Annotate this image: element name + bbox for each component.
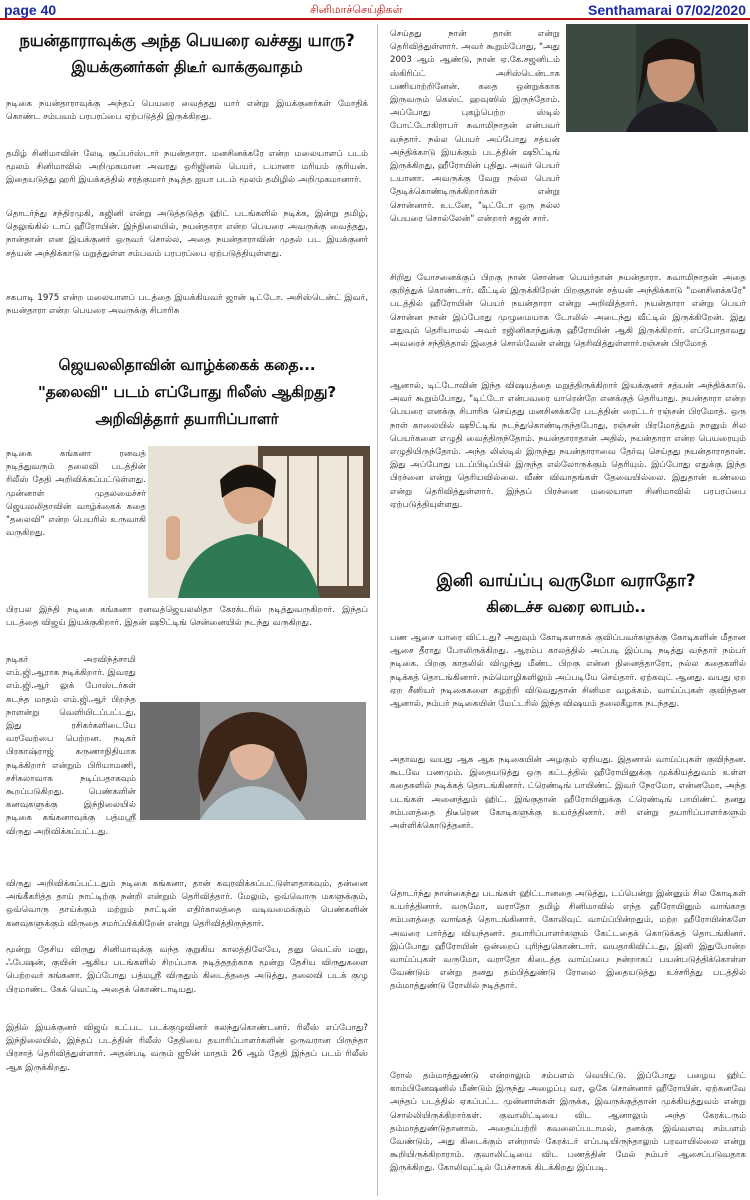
story2-headline-line3: அறிவித்தார் தயாரிப்பாளர் (95, 410, 279, 428)
story1-right-paragraph-1-start: செய்தது நான் தான் என்று தெரிவித்துள்ளார். அவர் கூறும்போது, "அது 2003 ஆம் ஆண்டு, நான் ஏ.கே.சஜனிடம் ஸ்கிரிப்ட் அசிஸ்டென்டாக பணியாற்றினேன். கதை ஒன்றுக்காக இருவரும் கெஸ்ட் ஹவுஸில் இருந்தோம். அப்போது புகழ்பெற்ற ஸ்டில் போட்டோகிராபர் சுவாமிநாதன் என்பவர் வந்தார். நல்ல பெயர் அப்போது சத்யன் அந்திக்காடு இயக்கும் படத்தின் ஷூட்டிங் இருக்கிறது, ஹீரோயின் புதிது. அவர் பெயர் டயானா. அவருக்கு வேறு நல்ல பெயர் தேடிக்கொண்டிருக்கிறார்கள் என்று சொன்னார். உடனே, "டிட்டோ ஒரு நல்ல பெயரை சொல்லேன்" என்றார் சஜன் சார். (390, 29, 560, 224)
story3-paragraph-1: பண ஆசை யாரை விட்டது? அதுவும் கோடிகளாகக் குவிப்பவர்களுக்கு கோடிகளின் மீதான ஆசை தீராது போலிருக்கிறது. ஆரம்ப காலத்தில் அப்படி இப்படி நடித்து வந்தார் நம்பர் நடிகை. பிறகு காதலில் விழுந்து மீண்ட பிறகு என்ன நினைத்தாரோ, நல்ல கதைகளில் நடிக்கத் தொடங்கினார். நம்மொழிகளிலும் அப்படியே செய்தார். ஏற்கவுட் ஆனது. வயது ஏற ஏற சீனியர் நடிகைகளை கழற்றி விடுவதுதான் சினிமா வழக்கம். வாய்ப்புகள் குவிந்தன ஆனால், நம்பர் நடிகையின் மேட்டரில் இந்த விஷயம் தலைகீழாக நடந்தது. (390, 633, 746, 710)
masthead (0, 0, 750, 20)
story3-headline (388, 568, 744, 620)
story2-headline-line2: "தலைவி" படம் எப்போது ரிலீஸ் ஆகிறது? (37, 383, 337, 401)
story2-headline-line1: ஜெயலலிதாவின் வாழ்க்கைக் கதை... (58, 356, 316, 374)
story2-paragraph-3: நடிகர் அரவிந்த்சாமி எம்.ஜி.ஆராக நடிக்கிறார். இவரது எம்.ஜி.ஆர் லுக் போஸ்டர்கள் கடந்த மாதம் எம்.ஜி.ஆர் பிறந்த நாளன்று வெளியிடப்பட்டது. இது ரசிகர்களிடையே வரவேற்பை பெற்றன. நடிகர் பிரகாஷ்ராஜ் கருணாநிதியாக நடிக்கிறார் என்றும் பிரியாமணி, சசிகலாவாக நடிப்பதாகவும் கூறப்படுகிறது. பெண்களின் கனவுகளுக்கு இந்நிலையில் நடிகை கங்கனாவுக்கு பத்மஸ்ரீ விருது அறிவிக்கப்பட்டது. (6, 655, 136, 837)
section-name: சினிமாச்செய்திகள் (310, 3, 403, 16)
story2-headline (6, 352, 368, 433)
page-number: page 40 (4, 2, 57, 18)
story3-headline-line1: இனி வாய்ப்பு வருமோ வராதோ? (436, 571, 696, 591)
story1-paragraph-2: தமிழ் சினிமாவின் லேடி சூப்பர்ஸ்டார் நயன்தாரா. மனசினக்கரே என்ற மலையாளப் படம் மூலம் சினிமாவில் அறிமுகமான அவரது ஒரிஜினல் பெயர், டயானா மரியம் குரியன். இதையடுத்து ஹரி இயக்கத்தில் சரத்குமார் நடித்த ஐயா படம் மூலம் தமிழில் அறிமுகமானார். (6, 149, 368, 186)
story3-paragraph-3: தொடர்ந்து நான்கைந்து படங்கள் ஹிட்டானதை அடுத்து, டப்பென்று இன்னும் சில கோடிகள் உயர்த்தினார். வருமோ, வராதோ தமிழ் சினிமாவில் எந்த ஹீரோயினும் வாங்காத சம்பளத்தை வாங்கத் தொடங்கினார். கோலிவுட் வாய்ப்பின்றதும், மற்ற ஹீரோயின்களே அவரை பார்த்து வியந்தனர். தயாரிப்பாளர்களும் கேட்டதைக் கொடுக்கத் தொடங்கினர். இப்போது ஹீரோயின் ஒன்றைப் புரிந்துகொண்டார். வயதாகிவிட்டது, இனி இதுபோன்ற வாய்ப்புகள் வருமோ, வராதோ கிடைத்த வாய்ப்பை நன்றாகப் பயன்படுத்திக்கொள்ள வேண்டும் என்று தனது தம்பித்துண்டு ரோலை இதையடுத்து உச்சரித்து படத்தில் தம்மாத்துண்டு ரோலில் நடித்தார். (390, 889, 746, 992)
story1-headline-line2: இயக்குனர்கள் திடீர் வாக்குவாதம் (71, 58, 303, 76)
story1-paragraph-1: நடிகை நயன்தாராவுக்கு அந்தப் பெயரை வைத்தது யார் என்று இயக்குனர்கள் மோதிக் கொண்ட சம்பவம் பரபரப்பை ஏற்படுத்தி இருக்கிறது. (6, 99, 368, 123)
story2-paragraph-4: விருது அறிவிக்கப்பட்டதும் நடிகை கங்கனா, தான் கவுரவிக்கப்பட்டுள்ளதாகவும், தன்னை அங்கீகரித்த தாய் நாட்டிற்கு நன்றி என்றும் தெரிவித்தார். மேலும், ஒவ்வொரு மகளுக்கும், ஒவ்வொரு தாய்க்கும் மற்றும் நாட்டின் எதிர்காலத்தை வடிவமைக்கும் பெண்களின் கனவுகளுக்கும் விருதை சமர்ப்பிக்கிறேன் என்று தெரிவித்திருந்தார். (6, 879, 368, 929)
thalaivi-still-image (148, 446, 370, 598)
story1-paragraph-4: சகபாடி 1975 என்ற மலையாளப் படத்தை இயக்கியவர் ஜான் டிட்டோ. அசிஸ்டென்ட் இவர், நயன்தாரா என்ற பெயரை அவருக்கு சிபாரிசு (6, 293, 368, 317)
story1-paragraph-3: தொடர்ந்து சந்திரமுகி, கஜினி என்று அடுத்தடுத்த ஹிட் படங்களில் நடிக்க, இன்று தமிழ், தெலுங்கில் டாப் ஹீரோயின். இந்நிலையில், நயன்தாரா என்ற பெயரை அவருக்கு வைத்தது, நான்தான் என இயக்குனர் ஒருவர் சொல்ல, அதை நயன்தாராவின் முதல் பட இயக்குனர் சத்யன் அந்திக்காடு மறுத்துள்ள சம்பவம் பரபரப்பை ஏற்படுத்தியுள்ளது. (6, 209, 368, 259)
story3-paragraph-4: ரோல் தம்மாத்துண்டு என்றாலும் சம்பளம் வெயிட்டு. இப்போது பழைய ஹிட் காம்பினேஷனில் மீண்டும் இருந்து அழைப்பு வர, ஓகே சொன்னார் ஹீரோயின். ஏற்கனவே அந்தப் படத்தில் ஏகப்பட்ட முன்னாள்கள் இருக்க, இவருக்குத்தான் முக்கியத்துவம் என்று சொல்லியிருக்கிறார்கள். குவாலிட்டியை விட ஆனாலும் அந்த கேரக்டரும் தம்மாத்துண்டுதானாம். அதைப்பற்றி கவலைப்படாமல், தனக்கு இவ்வளவு சம்பளம் வேண்டும், அது கிடைக்கும் என்றால் கேரக்டர் எப்படியிருந்தாலும் பரவாயில்லை என்று கூறியிருக்கிறாராம். குவாலிட்டியை விட பணத்தின் மேல் நம்பர் ஆசைப்படுவதாக இருக்கிறது. கோலிவுட்டில் பேச்சாகக் கிடக்கிறது இப்படி. (390, 1071, 746, 1174)
story2-paragraph-5: மூன்று தேசிய விருது சினிமாவுக்கு வந்த குறுகிய காலத்திலேயே, தனு வெட்ஸ் மனு, ஃபேஷன், குயின் ஆகிய படங்களில் சிறப்பாக நடித்ததற்காக மூன்று தேசிய விருதுகளை பெற்றவர் கங்கனா. இப்போது பத்மஸ்ரீ விருதும் கிடைத்ததை அடுத்து, தலைவி படக் குழு பிரமாண்ட கேக் வெட்டி அதைக் கொண்டாடியது. (6, 945, 368, 995)
story2-paragraph-1: நடிகை கங்கனா ரனவத் நடித்துவரும் தலைவி படத்தின் ரிலீஸ் தேதி அறிவிக்கப்பட்டுள்ளது. முன்னாள் முதலமைச்சர் ஜெயலலிதாவின் வாழ்க்கைக் கதை "தலைவி" என்ற பெயரில் உருவாகி வருகிறது. (6, 449, 146, 539)
story3-headline-line2: கிடைச்ச வரை லாபம்.. (486, 598, 646, 616)
kangana-thalaivi-photo (148, 446, 370, 598)
kangana-event-image (140, 702, 366, 820)
story3-paragraph-2: அதாவது வயது ஆக ஆக நடிகையின் அழகும் ஏறியது. இதனால் வாய்ப்புகள் குவிந்தன. கூடவே பணமும். இதையடுத்து ஒரு கட்டத்தில் ஹீரோயினுக்கு முக்கியத்துவம் உள்ள கதைகளில் நடிக்கத் தொடங்கினார். ட்ரெண்டிங் பாயிண்ட் இவர் நேரமோ, என்னமோ, அந்த படங்கள் அனைத்தும் ஹிட். இங்குதான் ஹீரோயினுக்கு ட்ரெண்டிங் பாயிண்ட் தனது சம்பளத்தை திடீரென கோடிகளுக்கு உயர்த்தினார். சரி என்று தயாரிப்பாளர்களும் அள்ளிக்கொடுத்தனர். (390, 755, 746, 832)
story1-headline-line1: நயன்தாராவுக்கு அந்த பெயரை வச்சது யாரு? (19, 31, 355, 50)
story1-right-paragraph-2: சிறிது யோசனைக்குப் பிறகு நான் சொன்ன பெயர்தான் நயன்தாரா. சுவாமிநாதன் அதை குறித்துக் கொண்டார். வீட்டில் இருக்கிறேன் பிறகுதான் சத்யன் அந்திக்காடு "மனசினக்கரே" படத்தில் ஹீரோயின் பெயர் நயன்தாரா என்று அறிவித்தார். நயன்தாரா என்று பெயர் சொன்ன நான் இப்போது முழுமையாக டோலில் அடைந்து வீட்டில் இருக்கிறேன். இது எதுவும் தெரியாமல் அவர் ரஜினிகாந்துக்கு ஹீரோயின் ஆகி இருக்கிறார். எப்போதாவது அவரைச் சந்தித்தால் இதைச் சொல்வேன் என்று தெரிவித்துள்ளார்.ரஞ்சன் பிரமோத் (390, 273, 746, 350)
kangana-photo (140, 702, 366, 820)
column-divider (377, 24, 378, 1196)
story1-right-paragraph-3: ஆனால், டிட்டோவின் இந்த விஷயத்தை மறுத்திருக்கிறார் இயக்குனர் சத்யன் அந்திக்காடு. அவர் கூறும்போது, "டிட்டோ என்பவரை யாரென்றே எனக்குத் தெரியாது. நயன்தாரா என்ற பெயரை எனக்கு சிபாரிசு செய்தது மனசினக்கரே படத்தின் ரைட்டர் ரஞ்சன் பிரமோத். ஒரு நாள் காலையில் ஷூட்டிங் நடந்துகொண்டிருந்தபோது, ரஞ்சன் பிரமோத்தும் நானும் சில பெயர்களை எழுதி வைத்திருந்தோம். நயன்தாராதான் அதில், நயன்தாரா என்ற பெயரையும் எழுதியிருந்தோம். அந்த லிஸ்டில் இருந்து நயன்தாராவை தேர்வு செய்தது நயன்தாராதான். இது அப்போது படப்பிடிப்பில் இருந்த எல்லோருக்கும் தெரியும். இப்போது எதுக்கு இந்த பிரச்னை என்று தெரியவில்லை. வீண் விவாதங்கள் தேவையில்லை. இதுதான் உண்மை என்று தெரிவித்துள்ளார். இந்தப் பிரச்னை மலையாள சினிமாவில் பரபரப்பை ஏற்படுத்தியுள்ளது. (390, 381, 746, 510)
portrait-image (566, 24, 748, 132)
story1-headline (6, 28, 368, 80)
actress-photo-nayanthara (566, 24, 748, 132)
story2-paragraph-2: பிரபல இந்தி நடிகை கங்கனா ரனவத்ஜெயலலிதா கேரக்டரில் நடித்துவருகிறார். இந்தப் படத்தை விஜய் இயக்குகிறார். இதன் ஷூட்டிங் சென்னையில் நடந்து வருகிறது. (6, 605, 368, 629)
story2-paragraph-6: இதில் இயக்குனர் விஜய் உட்பட படக்குழுவினர் கலந்துகொண்டனர். ரிலீஸ் எப்போது? இந்நிலையில், இந்தப் படத்தின் ரிலீஸ் தேதியை தயாரிப்பாளர்களின் ஒருவரான பிருந்தா பிரசாத் தெரிவித்துள்ளார். அதன்படி வரும் ஜூன் மாதம் 26 ஆம் தேதி இந்தப் படம் ரிலீஸ் ஆக இருக்கிறது. (6, 1023, 368, 1073)
publication-date: Senthamarai 07/02/2020 (588, 2, 746, 18)
